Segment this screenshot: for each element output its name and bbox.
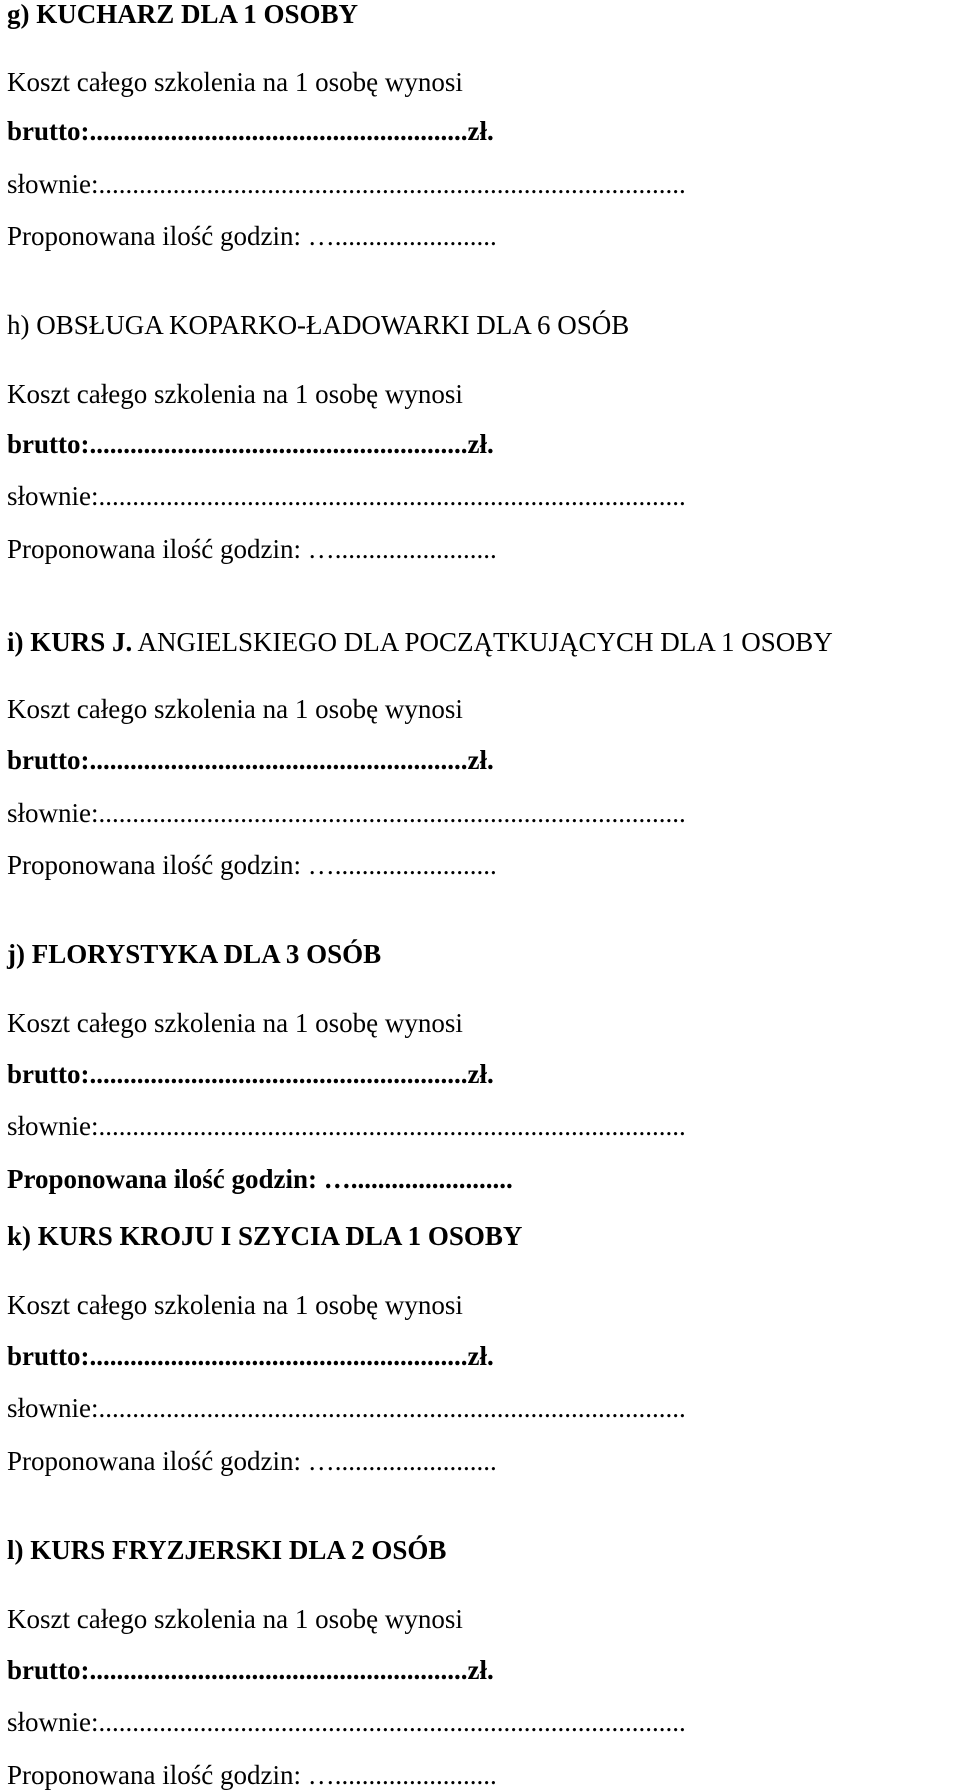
section-k-brutto-line: brutto:........................................................zł. bbox=[7, 1341, 494, 1371]
section-g-brutto-line: brutto:........................................................zł. bbox=[7, 116, 494, 146]
section-i-hours-line: Proponowana ilość godzin: …........................ bbox=[7, 850, 497, 880]
section-k-slownie-line: słownie:....................................................................................... bbox=[7, 1393, 686, 1423]
section-i-letter: i) KURS J. bbox=[7, 627, 133, 657]
section-heading-g: g) KUCHARZ DLA 1 OSOBY bbox=[7, 0, 359, 29]
section-l-cost-line: Koszt całego szkolenia na 1 osobę wynosi bbox=[7, 1604, 463, 1634]
section-i-slownie-line: słownie:....................................................................................... bbox=[7, 798, 686, 828]
section-h-cost-line: Koszt całego szkolenia na 1 osobę wynosi bbox=[7, 379, 463, 409]
section-g-hours-line: Proponowana ilość godzin: …........................ bbox=[7, 221, 497, 251]
section-l-slownie-line: słownie:....................................................................................... bbox=[7, 1707, 686, 1737]
section-l-hours-line: Proponowana ilość godzin: …........................ bbox=[7, 1760, 497, 1790]
section-i-title: ANGIELSKIEGO DLA POCZĄTKUJĄCYCH DLA 1 OSOBY bbox=[137, 627, 833, 657]
section-k-cost-line: Koszt całego szkolenia na 1 osobę wynosi bbox=[7, 1290, 463, 1320]
section-j-cost-line: Koszt całego szkolenia na 1 osobę wynosi bbox=[7, 1008, 463, 1038]
section-h-title: OBSŁUGA KOPARKO-ŁADOWARKI DLA 6 OSÓB bbox=[36, 310, 630, 340]
section-i-cost-line: Koszt całego szkolenia na 1 osobę wynosi bbox=[7, 694, 463, 724]
section-g-cost-line: Koszt całego szkolenia na 1 osobę wynosi bbox=[7, 67, 463, 97]
section-heading-i bbox=[7, 626, 833, 658]
section-heading-h bbox=[7, 309, 629, 341]
section-h-letter: h) bbox=[7, 310, 30, 340]
section-h-hours-line: Proponowana ilość godzin: …........................ bbox=[7, 534, 497, 564]
section-heading-l: l) KURS FRYZJERSKI DLA 2 OSÓB bbox=[7, 1535, 447, 1565]
section-g-slownie-line: słownie:....................................................................................... bbox=[7, 169, 686, 199]
section-l-brutto-line: brutto:........................................................zł. bbox=[7, 1655, 494, 1685]
section-heading-k: k) KURS KROJU I SZYCIA DLA 1 OSOBY bbox=[7, 1221, 523, 1251]
section-j-brutto-line: brutto:........................................................zł. bbox=[7, 1059, 494, 1089]
section-heading-j: j) FLORYSTYKA DLA 3 OSÓB bbox=[7, 939, 382, 969]
section-i-brutto-line: brutto:........................................................zł. bbox=[7, 745, 494, 775]
section-k-hours-line: Proponowana ilość godzin: …........................ bbox=[7, 1446, 497, 1476]
section-h-brutto-line: brutto:........................................................zł. bbox=[7, 429, 494, 459]
section-j-slownie-line: słownie:....................................................................................... bbox=[7, 1111, 686, 1141]
section-j-hours-line: Proponowana ilość godzin: …........................ bbox=[7, 1164, 513, 1194]
section-h-slownie-line: słownie:....................................................................................... bbox=[7, 481, 686, 511]
